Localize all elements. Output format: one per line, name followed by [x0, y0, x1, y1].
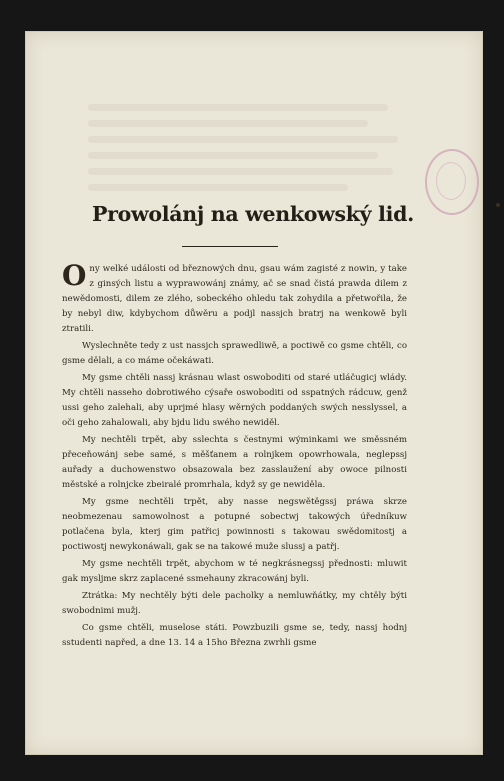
show-through-line — [88, 184, 348, 191]
show-through-line — [88, 120, 368, 127]
ink-spot — [496, 203, 500, 207]
show-through-line — [88, 152, 378, 159]
document-title: Prowolánj na wenkowský lid. — [92, 202, 414, 226]
show-through-line — [88, 168, 393, 175]
paragraph: Wyslechněte tedy z ust nassjch sprawedliwě, a poctiwě co gsme chtěli, co gsme dělali, a co máme očekáwati. — [62, 341, 407, 366]
show-through-line — [88, 104, 388, 111]
drop-cap: O — [62, 259, 87, 292]
show-through-line — [88, 136, 398, 143]
paragraph: Ony welké události od březnowých dnu, gsau wám zagisté z nowin, y take z ginsých listu a wyprawowánj známy, ač se snad čistá prawda dilem z newědomosti, dilem ze zlého, sobeckého ohledu tak zohydila a přetwořila, že by nebyl diw, kdybychom důwěru a podjl nassjch bratrj na wenkowě byli ztratili. — [62, 259, 407, 334]
title-rule — [182, 246, 278, 247]
paragraph: Ztrátka: My nechtěly býti dele pacholky a nemluwňátky, my chtěly býti swobodnimi mužj. — [62, 591, 407, 616]
paragraph: My nechtěli trpět, aby sslechta s čestnymi wýminkami we směssném přeceňowánj sebe samé, s měšťanem a rolnjkem opowrhowala, neglepssj auřady a duchowenstwo obsazowala bez zasslaužení aby owoce pilnosti městské a rolnjcke zbeiralé promrhala, když sy ge newiděla. — [62, 435, 407, 490]
paragraph: My gsme chtěli nassj krásnau wlast oswoboditi od staré utláčugicj wlády. My chtěli nasseho dobrotiwého cýsaře oswoboditi od sspatných rádcuw, genž ussi geho zalehali, aby uprjmé hlasy wěrných poddaných swých nesslyssel, a oči geho zahalowali, aby bjdu lidu swého newiděl. — [62, 373, 407, 428]
document-body — [62, 259, 407, 653]
paragraph: Co gsme chtěli, muselose státi. Powzbuzili gsme se, tedy, nassj hodnj sstudenti napřed, a dne 13. 14 a 15ho Března zwrhli gsme — [62, 623, 407, 648]
paragraph: My gsme nechtěli trpět, aby nasse negswětěgssj práwa skrze neobmezenau samowolnost a potupné sobectwj takowých úředníkuw potlačena byla, kterj gim patřicj powinnosti s takowau swědomitostj a poctiwostj newykonáwali, gak se na takowé muže slussj a patřj. — [62, 497, 407, 552]
paragraph: My gsme nechtěli trpět, abychom w té negkrásnegssj přednosti: mluwit gak mysljme skrz zaplacené ssmehauny zkracowánj byli. — [62, 559, 407, 584]
